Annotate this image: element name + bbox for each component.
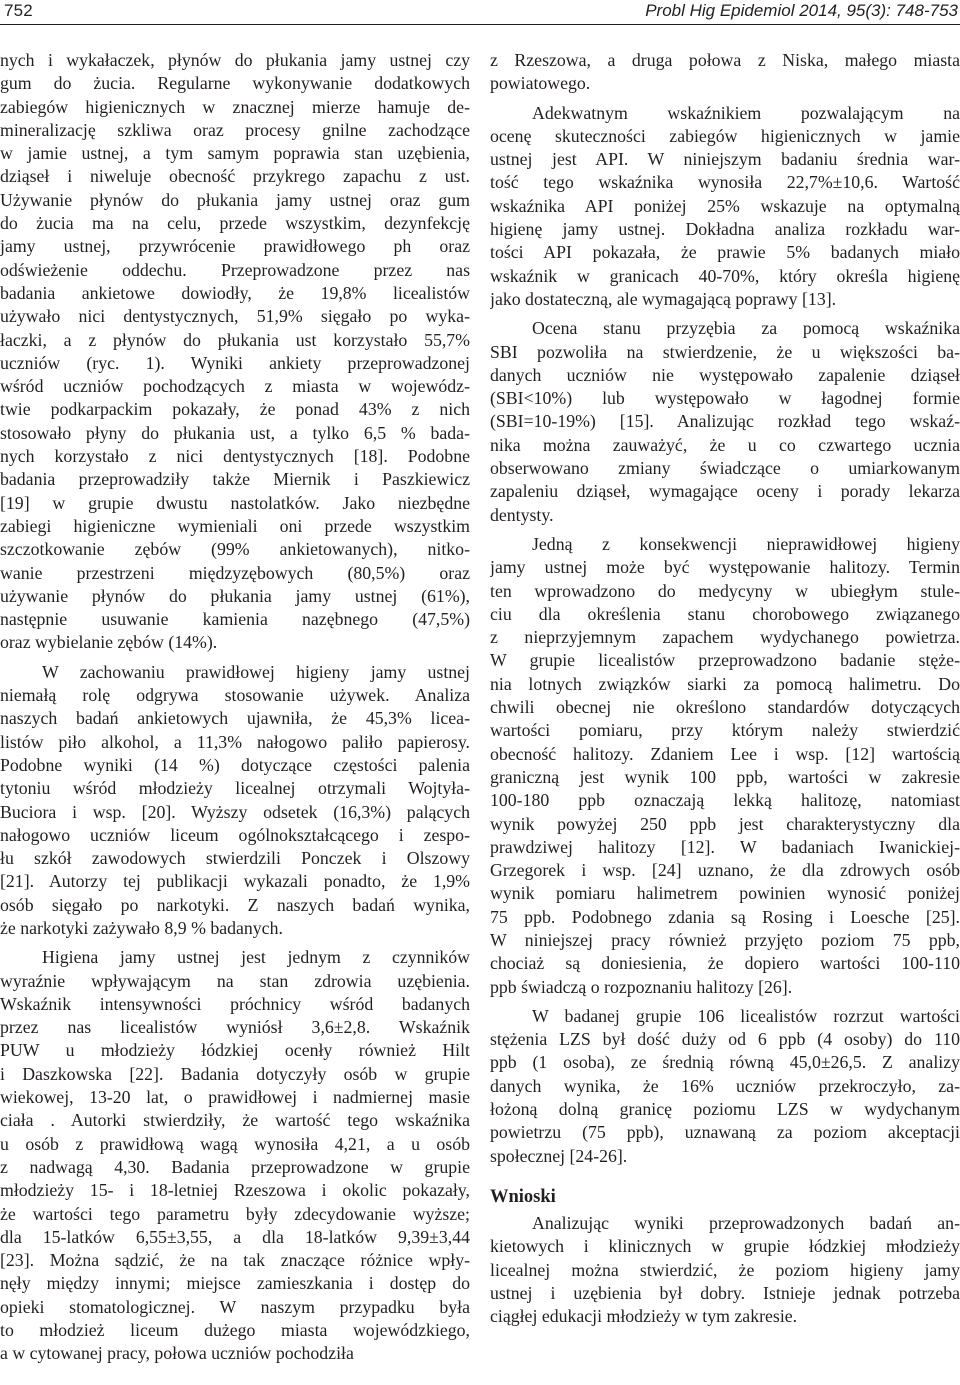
text-line: chociaż są doniesienia, że dopiero wartości 100-110 <box>490 953 960 974</box>
text-line: [21]. Autorzy tej publikacji wykazali ponadto, że 1,9% <box>0 871 470 892</box>
text-line: łożoną dolną granicę poziomu LZS w wydychanym <box>490 1099 960 1120</box>
text-line: ustnej jest API. W niniejszym badaniu średnia war- <box>490 149 960 170</box>
text-line: powiatowego. <box>490 73 591 94</box>
section-heading-conclusions: Wnioski <box>490 1186 556 1207</box>
text-line: jamy ustnej może być występowanie halitozy. Termin <box>490 557 960 578</box>
text-line: tytoniu wśród młodzieży licealnej otrzymali Wojtyła- <box>0 778 470 799</box>
text-line: a w cytowanej pracy, połowa uczniów pochodziła <box>0 1343 354 1364</box>
text-line: używanie płynów do płukania jamy ustnej (61%), <box>0 585 470 606</box>
journal-citation: Probl Hig Epidemiol 2014, 95(3): 748-753 <box>645 1 958 20</box>
text-line: licealnej można stwierdzić, że poziom higieny jamy <box>490 1259 960 1280</box>
text-line: prawdziwej halitozy [12]. W badaniach Iwanickiej- <box>490 836 960 857</box>
text-line: jamy ustnej, przywrócenie prawidłowego ph oraz <box>0 236 470 257</box>
left-column <box>0 49 470 1366</box>
text-line: danych uczniów nie występowało zapalenie dziąseł <box>490 364 960 385</box>
text-line: jako dostateczną, ale wymagającą poprawy [13]. <box>490 288 837 309</box>
text-line: z nieprzyjemnym zapachem wydychanego powietrza. <box>490 627 960 648</box>
text-line: Jedną z konsekwencji nieprawidłowej higieny <box>532 533 960 554</box>
text-line: wskaźnik w granicach 40-70%, który określa higienę <box>490 265 960 286</box>
text-line: zabiegi higieniczne wymieniali oni przede wszystkim <box>0 515 470 536</box>
paragraph <box>490 1005 960 1168</box>
text-line: SBI pozwoliła na stwierdzenie, że u większości ba- <box>490 341 960 362</box>
text-line: ciu dla określenia stanu chorobowego związanego <box>490 603 960 624</box>
text-line: w jamie ustnej, a tym samym poprawia stan uzębienia, <box>0 143 470 164</box>
text-line: dla 15-latków 6,55±3,55, a dla 18-latków 9,39±3,44 <box>0 1226 470 1247</box>
text-line: nych i wykałaczek, płynów do płukania jamy ustnej czy <box>0 50 470 70</box>
text-line: odświeżenie oddechu. Przeprowadzone przez nas <box>0 259 470 280</box>
text-line: wartości pomiaru, przy którym należy stwierdzić <box>490 720 960 741</box>
text-line: (SBI<10%) lub występowało w łagodnej formie <box>490 388 960 409</box>
text-line: uczniów (ryc. 1). Wyniki ankiety przeprowadzonej <box>0 352 470 373</box>
text-line: badania przeprowadziły także Miernik i Paszkiewicz <box>0 469 470 490</box>
conclusions-paragraph <box>490 1212 960 1328</box>
text-line: ppb (1 osoba), ze średnią równą 45,0±26,5. Z analizy <box>490 1052 960 1073</box>
text-line: ppb świadczą o rozpoznaniu halitozy [26]. <box>490 976 793 997</box>
text-line: nałogowo uczniów liceum ogólnokształcącego i zespo- <box>0 824 470 845</box>
text-line: wiekowej, 13-20 lat, o prawidłowej i nadmiernej masie <box>0 1087 470 1108</box>
text-line: PUW u młodzieży łódzkiej ocenły również Hilt <box>0 1040 470 1061</box>
text-line: Adekwatnym wskaźnikiem pozwalającym na <box>532 102 960 123</box>
text-line: osób sięgało po narkotyki. Z naszych badań wynika, <box>0 894 470 915</box>
text-line: danych wynika, że 16% uczniów przekroczyło, za- <box>490 1075 960 1096</box>
text-line: że narkotyki zażywało 8,9 % badanych. <box>0 917 283 938</box>
text-line: (SBI=10-19%) [15]. Analizując rozkład tego wskaź- <box>490 411 960 432</box>
text-line: to młodzież liceum dużego miasta wojewódzkiego, <box>0 1320 470 1341</box>
text-line: Używanie płynów do płukania jamy ustnej oraz gum <box>0 189 470 210</box>
text-line: obecność halitozy. Zdaniem Lee i wsp. [12] wartością <box>490 743 960 764</box>
text-line: [23]. Można sądzić, że na tak znaczące różnice wpły- <box>0 1250 470 1271</box>
right-column <box>490 49 960 1328</box>
text-line: z Rzeszowa, a druga połowa z Niska, małego miasta <box>490 50 960 70</box>
text-line: [19] w grupie dwustu nastolatków. Jako niezbędne <box>0 492 470 513</box>
text-line: W zachowaniu prawidłowej higieny jamy ustnej <box>42 661 470 682</box>
text-line: ciągłej edukacji młodzieży w tym zakresie. <box>490 1306 798 1327</box>
text-line: 75 ppb. Podobnego zdania są Rosing i Loesche [25]. <box>490 906 960 927</box>
text-line: używało nici dentystycznych, 51,9% sięgało po wyka- <box>0 306 470 327</box>
text-line: obserwowano zmiany świadczące o umiarkowanym <box>490 458 960 479</box>
text-line: wśród uczniów pochodzących z miasta w wojewódz- <box>0 376 470 397</box>
text-line: wynik pomiaru halimetrem powinien wynosić poniżej <box>490 883 960 904</box>
text-line: nika można zauważyć, że u co czwartego ucznia <box>490 434 960 455</box>
text-line: opieki stomatologicznej. W naszym przypadku była <box>0 1296 470 1317</box>
text-line: następnie usuwanie kamienia nazębnego (47,5%) <box>0 609 470 630</box>
text-line: ten wprowadzono do medycyny w ubiegłym stule- <box>490 580 960 601</box>
text-line: nęły między innymi; miejsce zamieszkania i dostęp do <box>0 1273 470 1294</box>
text-line: z nadwagą 4,30. Badania przeprowadzone w grupie <box>0 1156 470 1177</box>
paragraph <box>490 102 960 312</box>
text-line: tości API pokazała, że prawie 5% badanych miało <box>490 242 960 263</box>
text-line: Analizując wyniki przeprowadzonych badań an- <box>532 1212 960 1233</box>
text-line: listów piło alkohol, a 11,3% nałogowo paliło papierosy. <box>0 731 470 752</box>
text-line: Ocena stanu przyzębia za pomocą wskaźnika <box>532 318 960 339</box>
text-line: tość tego wskaźnika wynosiła 22,7%±10,6. Wartość <box>490 172 960 193</box>
page-header <box>0 0 960 25</box>
paragraph <box>490 533 960 999</box>
text-line: wynik powyżej 250 ppb jest charakterystyczny dla <box>490 813 960 834</box>
text-line: wskaźnika API poniżej 25% wskazuje na optymalną <box>490 195 960 216</box>
text-line: wanie przestrzeni międzyzębowych (80,5%) oraz <box>0 562 470 583</box>
text-line: ustnej i uzębienia był dobry. Istnieje jednak potrzeba <box>490 1282 960 1303</box>
text-line: Wskaźnik intensywności próchnicy wśród badanych <box>0 993 470 1014</box>
text-line: powietrzu (75 ppb), uznawaną za poziom akceptacji <box>490 1122 960 1143</box>
text-line: higienę jamy ustnej. Dokładna analiza rozkładu war- <box>490 219 960 240</box>
text-line: wyraźnie wpływającym na stan zdrowia uzębienia. <box>0 970 470 991</box>
text-line: nych korzystało z nici dentystycznych [18]. Podobne <box>0 446 470 467</box>
text-line: nia lotnych związków siarki za pomocą halimetru. Do <box>490 673 960 694</box>
text-line: Buciora i wsp. [20]. Wyższy odsetek (16,3%) palących <box>0 801 470 822</box>
text-line: W grupie licealistów przeprowadzono badanie stęże- <box>490 650 960 671</box>
text-line: niemałą rolę odgrywa stosowanie używek. Analiza <box>0 685 470 706</box>
text-line: zabiegów higienicznych w znacznej mierze hamuje de- <box>0 96 470 117</box>
text-line: kietowych i klinicznych w grupie łódzkiej młodzieży <box>490 1236 960 1257</box>
text-line: u osób z prawidłową wagą wynosiła 4,21, a u osób <box>0 1133 470 1154</box>
text-line: graniczną jest wynik 100 ppb, wartości w zakresie <box>490 766 960 787</box>
text-line: chwili obecnej nie określono standardów dotyczących <box>490 697 960 718</box>
text-line: dziąseł i niweluje obecność przykrego zapachu z ust. <box>0 166 470 187</box>
text-line: zapaleniu dziąseł, wymagające oceny i porady lekarza <box>490 481 960 502</box>
text-line: ocenę skuteczności zabiegów higienicznych w jamie <box>490 125 960 146</box>
text-line: dentysty. <box>490 504 554 525</box>
text-line: społecznej [24-26]. <box>490 1145 628 1166</box>
text-line: Grzegorek i wsp. [24] uznano, że dla zdrowych osób <box>490 860 960 881</box>
text-line: Podobne wyniki (14 %) dotyczące częstości palenia <box>0 754 470 775</box>
paragraph <box>0 49 470 655</box>
paragraph <box>490 49 960 96</box>
page-number: 752 <box>4 1 33 20</box>
text-line: łaczki, a z płynów do płukania ust korzystało 55,7% <box>0 329 470 350</box>
text-line: mineralizację szkliwa oraz procesy gnilne zachodzące <box>0 119 470 140</box>
text-line: łu szkół zawodowych stwierdzili Ponczek i Olszowy <box>0 848 470 869</box>
text-line: ciała . Autorki stwierdziły, że wartość tego wskaźnika <box>0 1110 470 1131</box>
text-line: oraz wybielanie zębów (14%). <box>0 632 218 653</box>
text-line: W niniejszej pracy również przyjęto poziom 75 ppb, <box>490 929 960 950</box>
text-line: do żucia ma na celu, przede wszystkim, dezynfekcję <box>0 213 470 234</box>
text-line: gum do żucia. Regularne wykonywanie dodatkowych <box>0 73 470 94</box>
text-line: twie podkarpackim pokazały, że ponad 43% z nich <box>0 399 470 420</box>
text-line: stężenia LZS był dość duży od 6 ppb (4 osoby) do 110 <box>490 1029 960 1050</box>
text-line: młodzieży 15- i 18-letniej Rzeszowa i okolic pokazały, <box>0 1180 470 1201</box>
paragraph <box>0 946 470 1365</box>
text-line: Higiena jamy ustnej jest jednym z czynników <box>42 947 470 968</box>
paragraph <box>0 661 470 941</box>
text-line: i Daszkowska [22]. Badania dotyczyły osób w grupie <box>0 1063 470 1084</box>
text-line: badania ankietowe dowiodły, że 19,8% licealistów <box>0 282 470 303</box>
text-line: szczotkowanie zębów (99% ankietowanych), nitko- <box>0 539 470 560</box>
text-line: 100-180 ppb oznaczają lekką halitozę, natomiast <box>490 790 960 811</box>
text-line: że wartości tego parametru były zdecydowanie wyższe; <box>0 1203 470 1224</box>
paragraph <box>490 317 960 527</box>
text-line: W badanej grupie 106 licealistów rozrzut wartości <box>532 1005 960 1026</box>
text-line: stosowało płyny do płukania ust, a tylko 6,5 % bada- <box>0 422 470 443</box>
text-line: przez nas licealistów wyniósł 3,6±2,8. Wskaźnik <box>0 1017 470 1038</box>
section-gap <box>490 1168 960 1182</box>
text-line: naszych badań ankietowych ujawniła, że 45,3% licea- <box>0 708 470 729</box>
